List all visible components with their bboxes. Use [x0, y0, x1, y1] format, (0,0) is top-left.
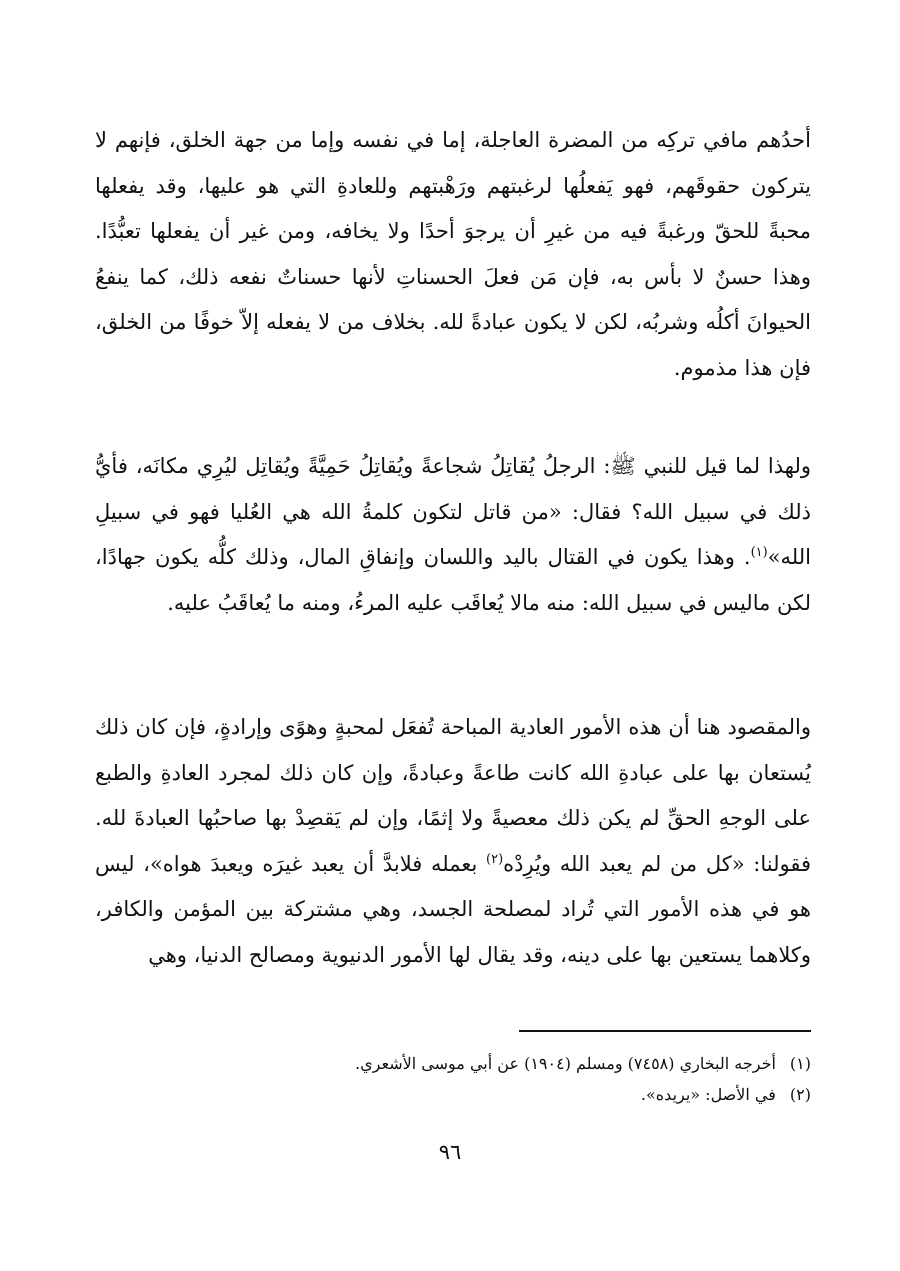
paragraph-2-text-start: ولهذا لما قيل للنبي ﷺ: الرجلُ يُقاتِلُ شجاعةً ويُقاتِلُ حَمِيَّةً ويُقاتِل ليُرِي مكانَه، فأيُّ ذلك في سبيل الله؟ فقال: «من قاتل لتكون كلمةُ الله هي العُليا فهو في سبيلِ الله» [95, 454, 811, 569]
footnote-number: (٢) [789, 1085, 811, 1104]
footnote-ref-2[interactable]: (٢) [486, 851, 504, 867]
footnote-number: (١) [789, 1054, 811, 1073]
paragraph-3-text-start: والمقصود هنا أن هذه الأمور العادية المباحة تُفعَل لمحبةٍ وهوًى وإرادةٍ، فإن كان ذلك يُستعان بها على عبادةِ الله كانت طاعةً وعبادةً، وإن كان ذلك لمجرد العادةِ والطبع على الوجهِ الحقِّ لم يكن ذلك معصيةً ولا إثمًا، وإن لم يَقصِدْ بها صاحبُها العبادةَ لله. فقولنا: «كل من لم يعبد الله ويُرِدْه [95, 715, 811, 876]
paragraph-1: أحدُهم مافي تركِه من المضرة العاجلة، إما في نفسه وإما من جهة الخلق، فإنهم لا يتركون حقوقَهم، فهو يَفعلُها لرغبتهم ورَهْبتهم وللعادةِ التي هو عليها، وقد يفعلها محبةً للحقّ ورغبةً فيه من غيرِ أن يرجوَ أحدًا ولا يخافه، ومن غير أن يفعلها تعبُّدًا. وهذا حسنٌ لا بأس به، فإن مَن فعلَ الحسناتِ لأنها حسناتٌ نفعه ذلك، كما ينفعُ الحيوانَ أكلُه وشربُه، لكن لا يكون عبادةً لله. بخلاف من لا يفعله إلاّ خوفًا من الخلق، فإن هذا مذموم. [95, 128, 811, 380]
paragraph-3 [95, 705, 811, 978]
footnote-ref-1[interactable]: (١) [750, 545, 768, 560]
paragraph-3-text-end: بعمله فلابدَّ أن يعبد غيرَه ويعبدَ هواه»، ليس هو في هذه الأمور التي تُراد لمصلحة الجسد، وهي مشتركة بين المؤمن والكافر، وكلاهما يستعين بها على دينه، وقد يقال لها الأمور الدنيوية ومصالح الدنيا، وهي [95, 851, 811, 967]
footnotes [160, 1048, 811, 1110]
footnote-item [160, 1079, 811, 1110]
footnote-separator [519, 1030, 811, 1032]
paragraph-2 [95, 444, 811, 626]
footnote-text: أخرجه البخاري (٧٤٥٨) ومسلم (١٩٠٤) عن أبي موسى الأشعري. [355, 1054, 776, 1073]
page-number: ٩٦ [438, 1140, 462, 1164]
footnote-text: في الأصل: «يريده». [640, 1085, 776, 1104]
footnote-item [160, 1048, 811, 1079]
paragraph-2-text-end: . وهذا يكون في القتال باليد واللسان وإنفاقِ المال، وذلك كلُّه يكون جهادًا، لكن ماليس في سبيل الله: منه مالا يُعاقَب عليه المرءُ، ومنه ما يُعاقَبُ عليه. [95, 545, 811, 615]
